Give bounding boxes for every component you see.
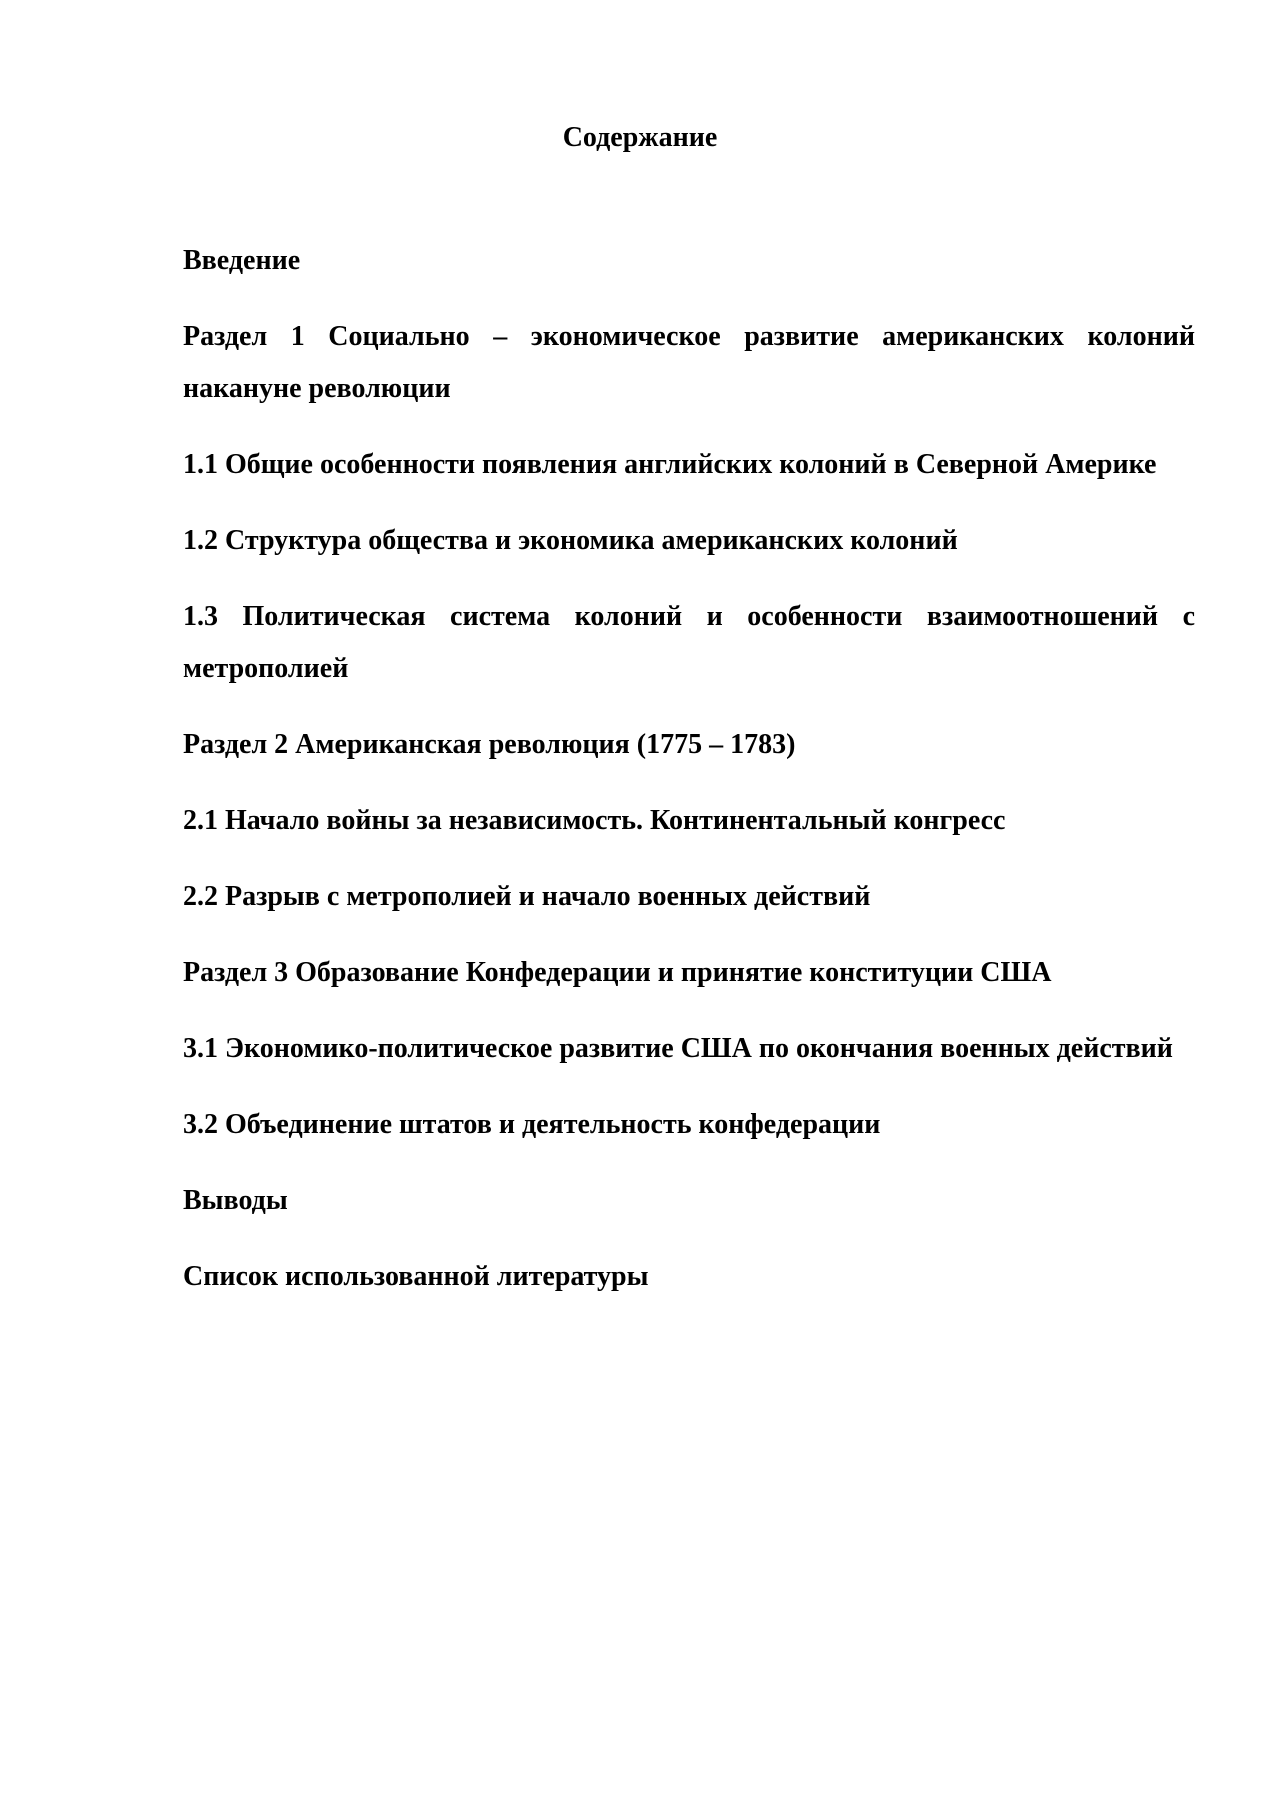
- toc-entry-3-2: 3.2 Объединение штатов и деятельность конфедерации: [183, 1109, 881, 1140]
- toc-entry-section-1: Раздел 1 Социально – экономическое развитие американских колоний накануне революции: [183, 321, 1195, 404]
- toc-entry-2-2: 2.2 Разрыв с метрополией и начало военных действий: [183, 881, 871, 912]
- toc-entry-1-1: 1.1 Общие особенности появления английских колоний в Северной Америке: [183, 449, 1157, 480]
- toc-entry-2-1: 2.1 Начало войны за независимость. Континентальный конгресс: [183, 805, 1006, 836]
- table-of-contents: [183, 235, 1195, 1327]
- toc-entry-section-3: Раздел 3 Образование Конфедерации и принятие конституции США: [183, 957, 1052, 988]
- toc-entry-1-3: 1.3 Политическая система колоний и особенности взаимоотношений с метрополией: [183, 601, 1195, 684]
- toc-entry-3-1: 3.1 Экономико-политическое развитие США по окончания военных действий: [183, 1033, 1173, 1064]
- page-title: Содержание: [562, 122, 718, 153]
- toc-entry-introduction: Введение: [183, 245, 301, 276]
- toc-entry-1-2: 1.2 Структура общества и экономика американских колоний: [183, 525, 958, 556]
- toc-entry-conclusions: Выводы: [183, 1185, 288, 1216]
- toc-entry-bibliography: Список использованной литературы: [183, 1261, 649, 1292]
- toc-entry-section-2: Раздел 2 Американская революция (1775 – 1783): [183, 729, 796, 760]
